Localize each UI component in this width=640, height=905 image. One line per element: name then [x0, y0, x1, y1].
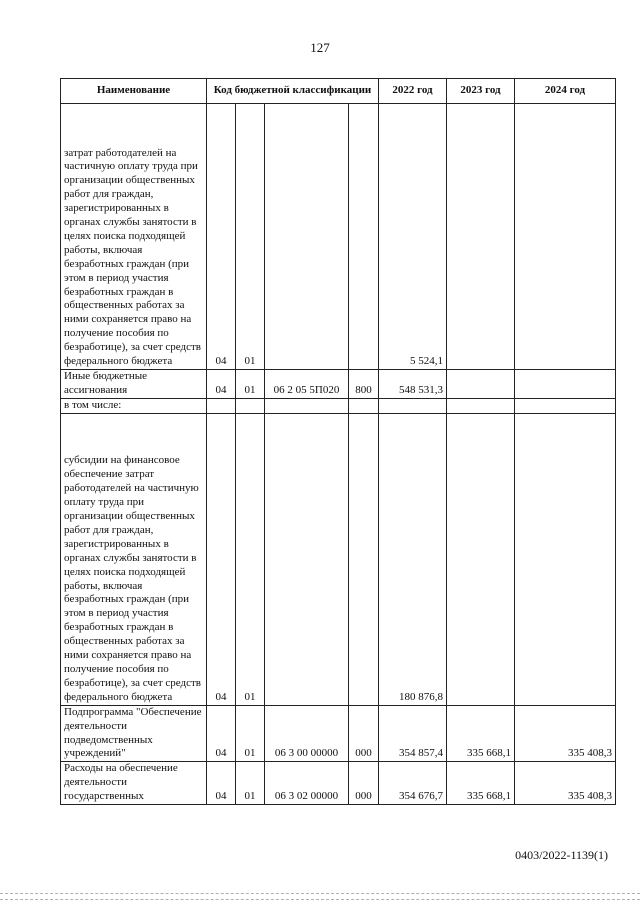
row-expense-type	[349, 104, 379, 370]
scan-edge-line	[0, 893, 640, 894]
row-target-article	[265, 104, 349, 370]
row-target-article	[265, 398, 349, 413]
row-name: затрат работодателей на частичную оплату труда при организации общественных работ для граждан, зарегистрированных в органах службы занятости в целях поиска подходящей работы, включая безработных граждан (при этом в период участия безработных граждан в общественных работах за ними сохраняется право на получение пособия по безработице), за счет средств федерального бюджета	[61, 104, 207, 370]
header-2022: 2022 год	[379, 79, 447, 104]
row-2023	[447, 370, 515, 399]
row-expense-type: 800	[349, 370, 379, 399]
row-2024	[515, 413, 616, 705]
table-row	[61, 705, 616, 762]
row-subsection: 01	[236, 370, 265, 399]
row-name: в том числе:	[61, 398, 207, 413]
row-subsection: 01	[236, 413, 265, 705]
row-2022: 354 857,4	[379, 705, 447, 762]
row-2024	[515, 398, 616, 413]
header-2023: 2023 год	[447, 79, 515, 104]
row-2022: 548 531,3	[379, 370, 447, 399]
header-name: Наименование	[61, 79, 207, 104]
document-code: 0403/2022-1139(1)	[515, 848, 608, 862]
table-row	[61, 398, 616, 413]
row-name: субсидии на финансовое обеспечение затрат работодателей на частичную оплату труда при организации общественных работ для граждан, зарегистрированных в органах службы занятости в целях поиска подходящей работы, включая безработных граждан (при этом в период участия безработных граждан в общественных работах за ними сохраняется право на получение пособия по безработице), за счет средств федерального бюджета	[61, 413, 207, 705]
row-target-article: 06 3 00 00000	[265, 705, 349, 762]
row-expense-type	[349, 398, 379, 413]
row-name: Иные бюджетные ассигнования	[61, 370, 207, 399]
row-2024: 335 408,3	[515, 705, 616, 762]
row-target-article: 06 2 05 5П020	[265, 370, 349, 399]
row-subsection	[236, 398, 265, 413]
row-2022	[379, 398, 447, 413]
row-2023	[447, 398, 515, 413]
row-section: 04	[207, 413, 236, 705]
budget-table	[60, 78, 616, 805]
row-section: 04	[207, 762, 236, 805]
row-subsection: 01	[236, 762, 265, 805]
row-name: Расходы на обеспечение деятельности государственных	[61, 762, 207, 805]
row-subsection: 01	[236, 705, 265, 762]
row-name: Подпрограмма "Обеспечение деятельности подведомственных учреждений"	[61, 705, 207, 762]
row-2024: 335 408,3	[515, 762, 616, 805]
row-subsection: 01	[236, 104, 265, 370]
row-expense-type: 000	[349, 762, 379, 805]
table-row	[61, 370, 616, 399]
row-2024	[515, 370, 616, 399]
row-section	[207, 398, 236, 413]
row-2022: 180 876,8	[379, 413, 447, 705]
header-2024: 2024 год	[515, 79, 616, 104]
table-row	[61, 762, 616, 805]
row-target-article: 06 3 02 00000	[265, 762, 349, 805]
table-row	[61, 413, 616, 705]
row-2022: 5 524,1	[379, 104, 447, 370]
header-code: Код бюджетной классификации	[207, 79, 379, 104]
row-section: 04	[207, 104, 236, 370]
scan-edge-line	[0, 899, 640, 900]
row-expense-type: 000	[349, 705, 379, 762]
row-2023: 335 668,1	[447, 705, 515, 762]
table-row	[61, 104, 616, 370]
row-2022: 354 676,7	[379, 762, 447, 805]
table-header-row	[61, 79, 616, 104]
row-2024	[515, 104, 616, 370]
row-section: 04	[207, 370, 236, 399]
row-2023	[447, 413, 515, 705]
row-2023	[447, 104, 515, 370]
row-section: 04	[207, 705, 236, 762]
row-2023: 335 668,1	[447, 762, 515, 805]
row-expense-type	[349, 413, 379, 705]
row-target-article	[265, 413, 349, 705]
page-number: 127	[310, 40, 330, 55]
